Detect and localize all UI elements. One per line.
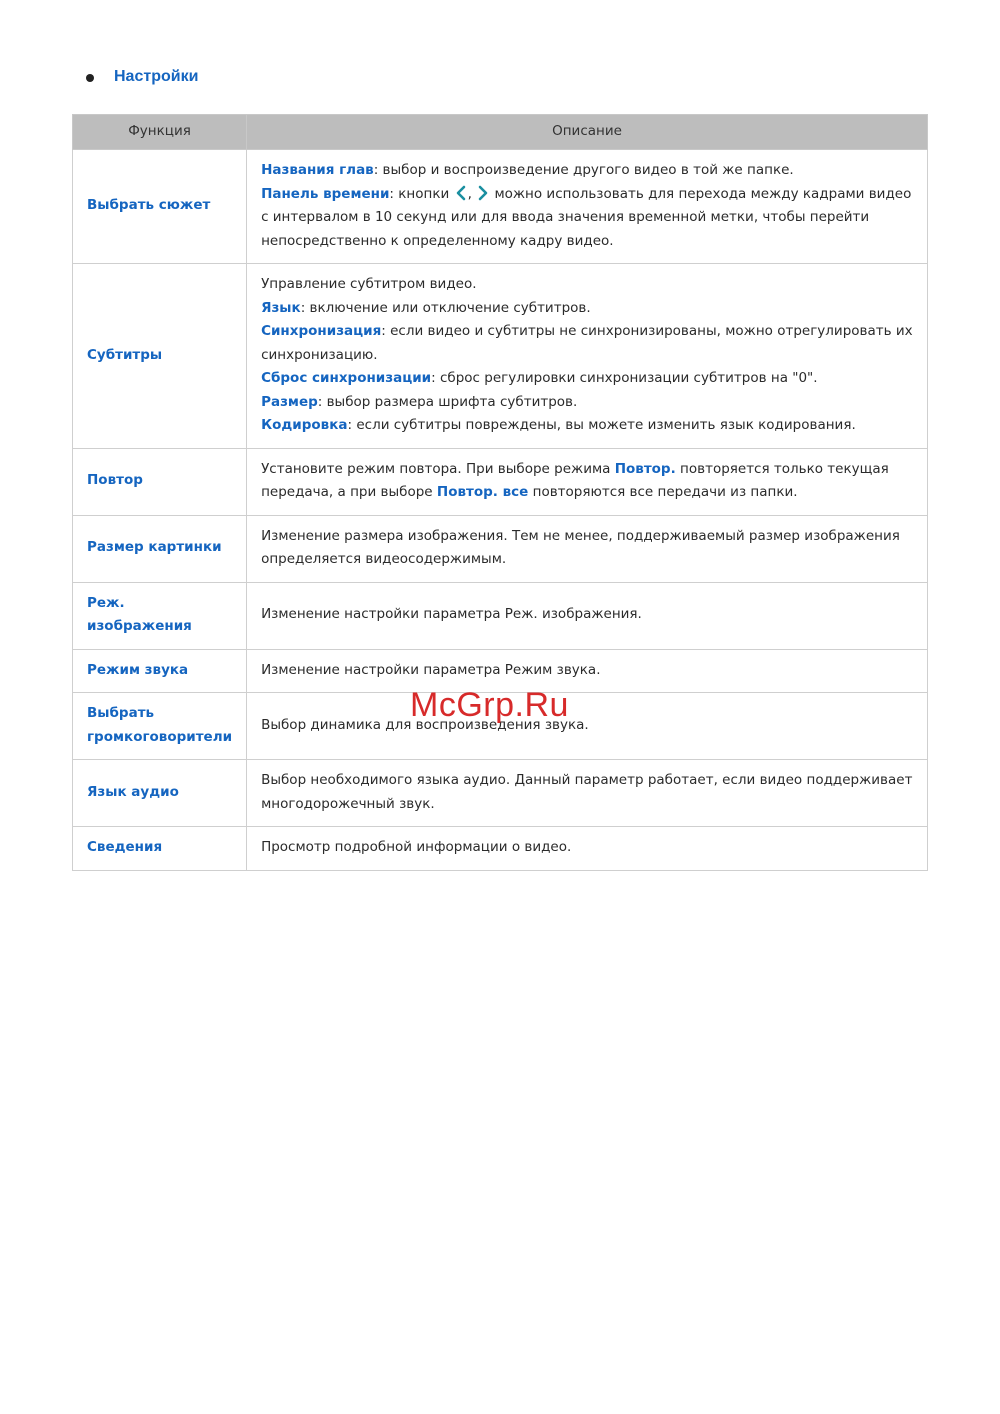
settings-table: [72, 114, 928, 871]
description-text: : кнопки: [389, 185, 450, 202]
function-name: Язык аудио: [73, 760, 247, 827]
function-name: Размер картинки: [73, 515, 247, 582]
function-description: Просмотр подробной информации о видео.: [247, 827, 928, 871]
table-row: [73, 582, 928, 649]
table-row: [73, 264, 928, 449]
function-description: [247, 264, 928, 449]
table-row: [73, 693, 928, 760]
watermark: McGrp.Ru: [410, 686, 569, 724]
section-heading: [86, 68, 198, 86]
function-name: Выбрать сюжет: [73, 150, 247, 264]
description-text: : включение или отключение субтитров.: [300, 299, 591, 316]
description-text: : если видео и субтитры не синхронизированы, можно отрегулировать их синхронизацию.: [261, 323, 913, 363]
description-text: Установите режим повтора. При выборе режима: [261, 460, 611, 477]
table-header-row: [73, 115, 928, 150]
description-text: : выбор и воспроизведение другого видео в той же папке.: [373, 162, 794, 178]
keyword: Названия глав: [261, 162, 374, 178]
description-text: можно использовать для перехода между кадрами видео: [494, 185, 912, 202]
header-description: Описание: [247, 115, 928, 150]
function-description: Изменение размера изображения. Тем не менее, поддерживаемый размер изображения определяется видеосодержимым.: [247, 515, 928, 582]
function-description: [247, 150, 928, 264]
keyword: Сброс синхронизации: [261, 370, 432, 386]
keyword: Повтор. все: [436, 484, 529, 500]
keyword: Повтор.: [614, 460, 676, 477]
header-function: Функция: [73, 115, 247, 150]
function-description: Изменение настройки параметра Реж. изображения.: [247, 582, 928, 649]
function-description: Выбор динамика для воспроизведения звука.: [247, 693, 928, 760]
function-name: Режим звука: [73, 649, 247, 693]
description-text: ,: [467, 185, 472, 202]
table-row: [73, 150, 928, 264]
table-row: [73, 760, 928, 827]
chevron-left-icon: [454, 185, 468, 201]
keyword: Панель времени: [261, 185, 390, 202]
keyword: Кодировка: [261, 417, 348, 433]
description-text: : сброс регулировки синхронизации субтитров на "0".: [431, 370, 818, 386]
section-title: Настройки: [114, 68, 199, 85]
table-row: [73, 448, 928, 515]
description-text: : выбор размера шрифта субтитров.: [317, 393, 578, 410]
description-text: : если субтитры повреждены, вы можете изменить язык кодирования.: [347, 417, 856, 433]
description-text: повторяются все передачи из папки.: [532, 484, 798, 500]
function-description: Выбор необходимого языка аудио. Данный параметр работает, если видео поддерживает многодорожечный звук.: [247, 760, 928, 827]
keyword: Синхронизация: [261, 323, 382, 339]
function-name: Повтор: [73, 448, 247, 515]
function-name: Сведения: [73, 827, 247, 871]
keyword: Язык: [261, 299, 301, 316]
description-text: Управление субтитром видео.: [261, 276, 477, 292]
table-row: [73, 827, 928, 871]
chevron-right-icon: [476, 185, 490, 201]
function-name: Выбрать громкоговорители: [73, 693, 247, 760]
function-description: Изменение настройки параметра Режим звука.: [247, 649, 928, 693]
table-row: [73, 515, 928, 582]
function-name: Субтитры: [73, 264, 247, 449]
function-name: Реж. изображения: [73, 582, 247, 649]
description-text: повторяется только текущая передача, а при выборе: [261, 460, 889, 500]
function-description: [247, 448, 928, 515]
description-text: непосредственно к определенному кадру видео.: [261, 232, 614, 249]
description-text: с интервалом в 10 секунд или для ввода значения временной метки, чтобы перейти: [261, 209, 870, 225]
table-row: [73, 649, 928, 693]
bullet: [86, 74, 94, 82]
keyword: Размер: [261, 393, 318, 410]
